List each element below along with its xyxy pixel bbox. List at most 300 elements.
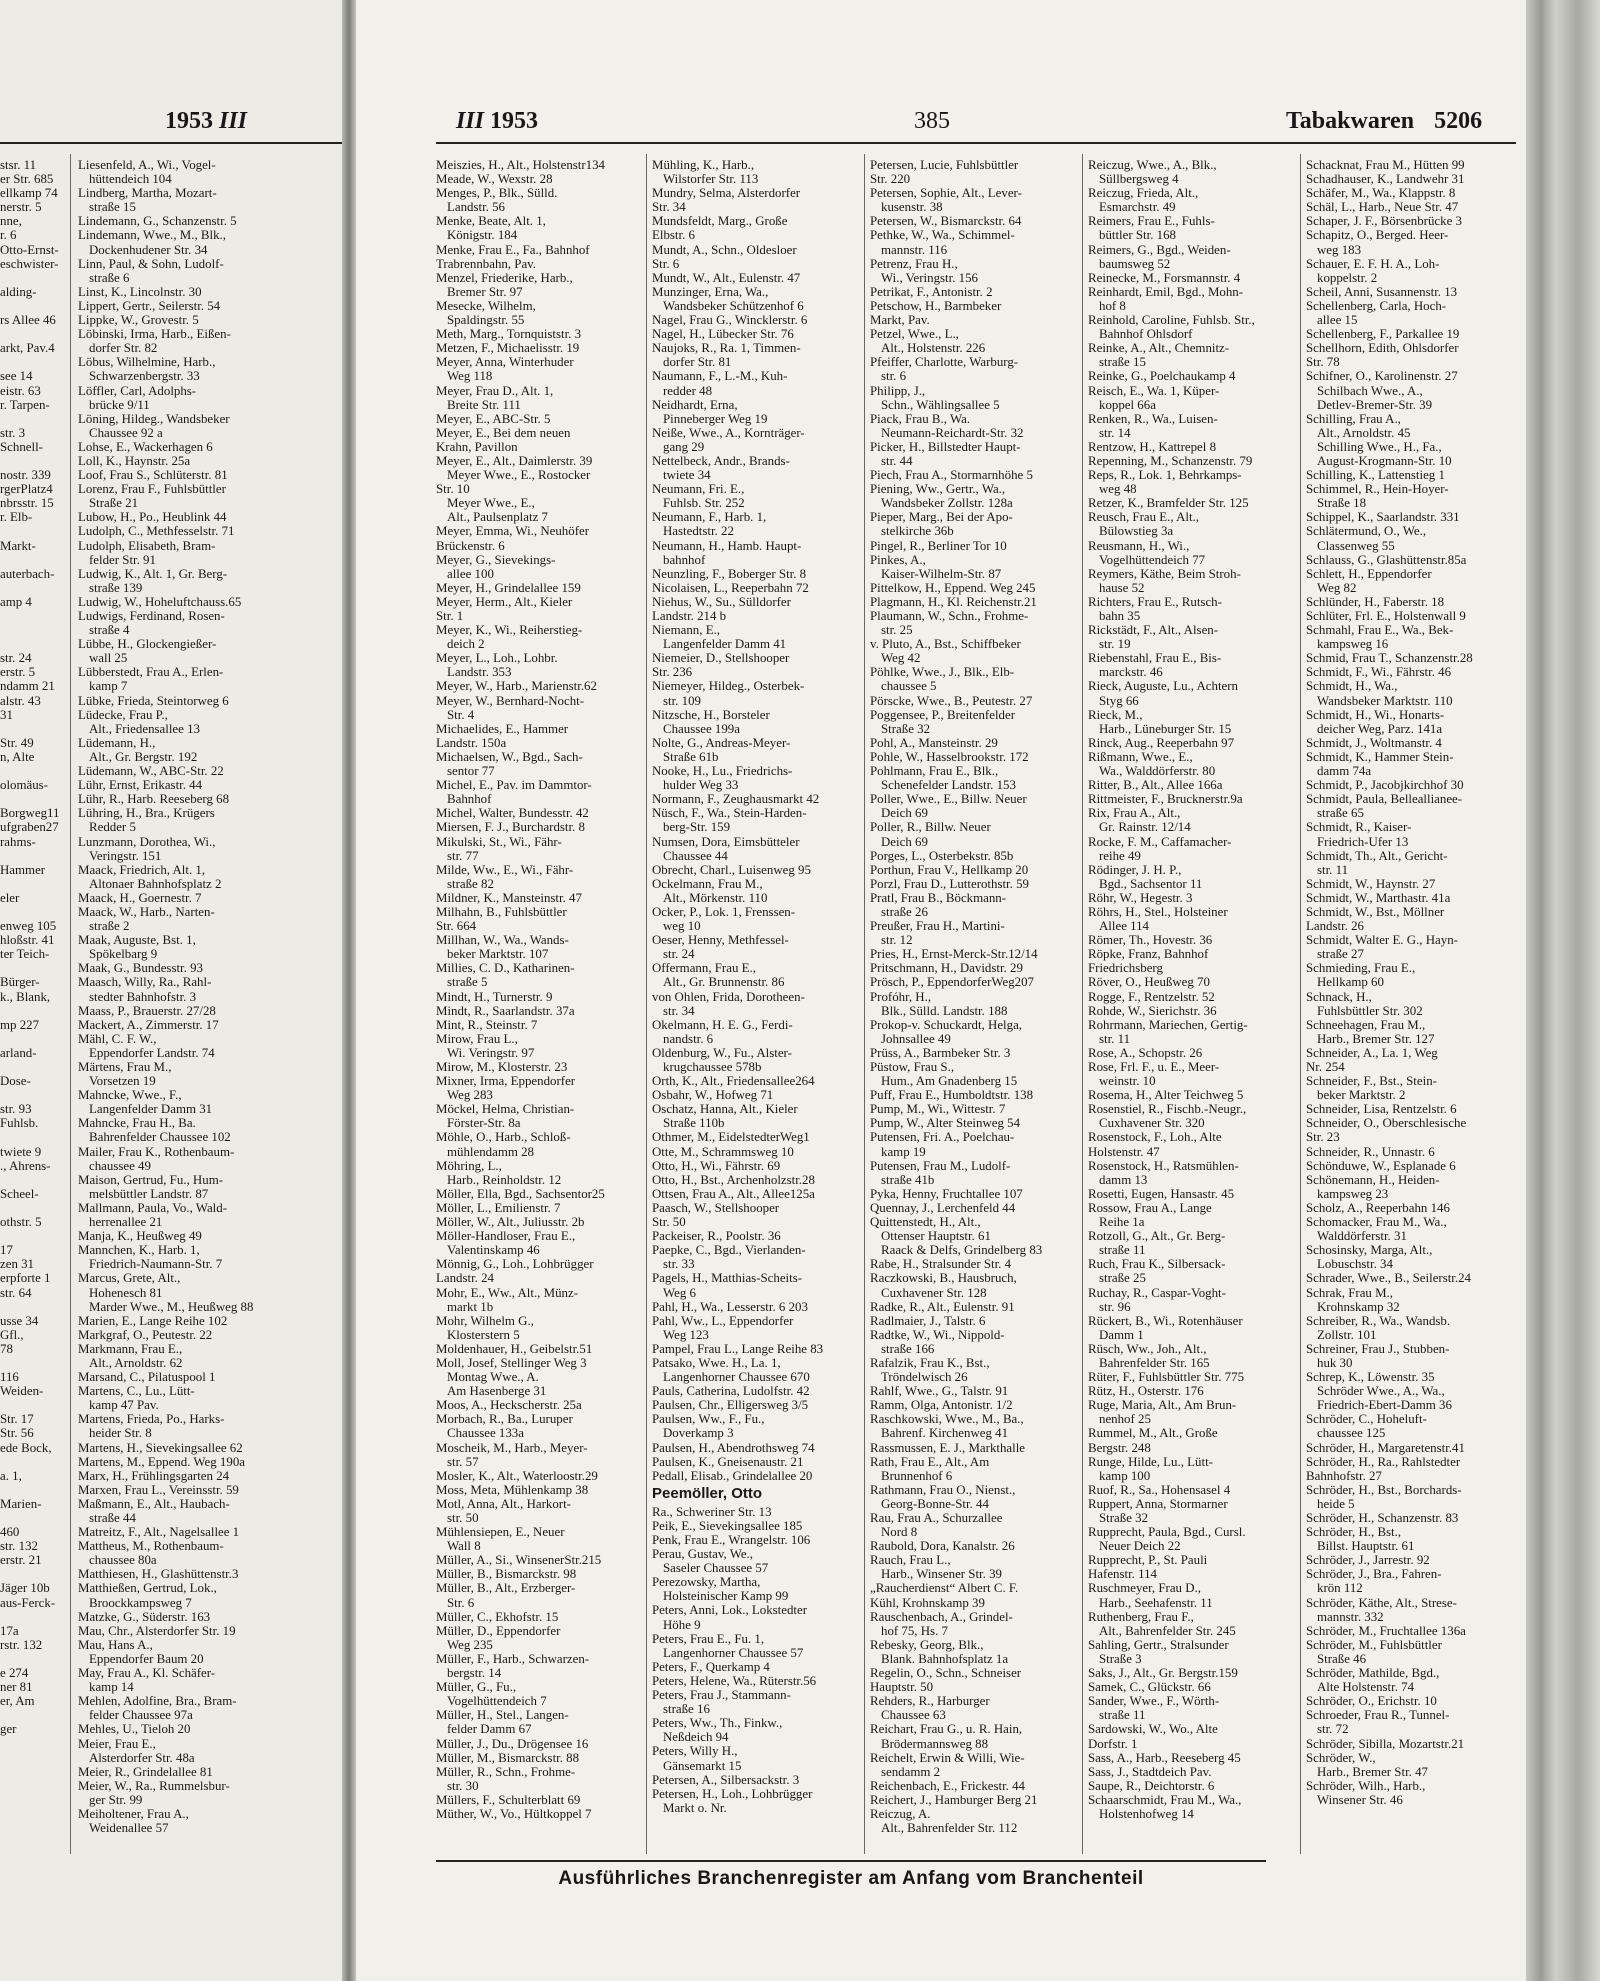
listing-line: Georg-Bonne-Str. 44 xyxy=(881,1496,989,1511)
listing-line: Str. 664 xyxy=(436,919,477,934)
listing-line: Rossow, Frau A., Lange xyxy=(1088,1200,1212,1215)
listing-line: Meyer, G., Sievekings- xyxy=(436,552,556,567)
listing-line: nandstr. 6 xyxy=(663,1031,714,1046)
listing-line: beker Marktstr. 107 xyxy=(447,947,549,962)
listing-line xyxy=(0,1652,66,1666)
listing-line xyxy=(0,1032,66,1046)
listing-line: Schlauss, G., Glashüttenstr.85a xyxy=(1306,552,1467,567)
listing-line: Mundry, Selma, Alsterdorfer xyxy=(652,186,801,201)
listing-line: Schroeder, Frau R., Tunnel- xyxy=(1306,1708,1450,1723)
listing-line: Pyka, Henny, Fruchtallee 107 xyxy=(870,1186,1023,1201)
listing-line: Reymers, Käthe, Beim Stroh- xyxy=(1088,566,1241,581)
listing-line: Bergstr. 248 xyxy=(1088,1440,1151,1455)
listing-line: straße 166 xyxy=(881,1341,935,1356)
listing-line: Ludolph, C., Methfesselstr. 71 xyxy=(78,524,235,539)
listing-line: Mindt, R., Saarlandstr. 37a xyxy=(436,1003,575,1018)
listing-line: straße 15 xyxy=(89,200,136,215)
listing-line: Rathmann, Frau O., Nienst., xyxy=(870,1482,1016,1497)
listing-line: Neuer Deich 22 xyxy=(1099,1539,1181,1554)
listing-line: arkt, Pav.4 xyxy=(0,341,55,356)
listing-line: str. 132 xyxy=(0,1539,38,1554)
listing-line: Str. 6 xyxy=(447,1595,475,1610)
listing-line: Schneehagen, Frau M., xyxy=(1306,1017,1426,1032)
section-title: Tabakwaren xyxy=(1286,108,1415,134)
listing-line: Hohenesch 81 xyxy=(89,1285,163,1300)
listing-line: Mundsfeldt, Marg., Große xyxy=(652,214,788,229)
listing-line: Deich 69 xyxy=(881,834,928,849)
listing-line: Matthiesen, H., Glashüttenstr.3 xyxy=(78,1567,239,1582)
listing-column-4 xyxy=(1088,158,1299,1821)
listing-line: Straße 32 xyxy=(1099,1511,1149,1525)
listing-line: Matreitz, F., Alt., Nagelsallee 1 xyxy=(78,1525,240,1540)
listing-line: mp 227 xyxy=(0,1017,40,1032)
listing-line xyxy=(0,1060,66,1074)
listing-line: Str. 4 xyxy=(447,707,475,722)
listing-line: Löning, Hildeg., Wandsbeker xyxy=(78,411,230,426)
listing-line: Metzen, F., Michaelisstr. 19 xyxy=(436,341,580,356)
listing-line: Müller, R., Schn., Frohme- xyxy=(436,1764,576,1779)
listing-line: Spökelbarg 9 xyxy=(89,947,158,962)
listing-line xyxy=(0,764,66,778)
listing-line: Meyer, H., Grindelallee 159 xyxy=(436,580,581,595)
listing-line: Rüsch, Ww., Joh., Alt., xyxy=(1088,1341,1207,1356)
listing-line: Peters, Anni, Lok., Lokstedter xyxy=(652,1603,808,1618)
page-number: 385 xyxy=(914,108,950,134)
listing-line: Schröder, Sibilla, Mozartstr.21 xyxy=(1306,1736,1465,1751)
listing-line: Alt., Bahrenfelder Str. 245 xyxy=(1099,1623,1236,1638)
listing-line: Röhrs, H., Stel., Holsteiner xyxy=(1088,904,1228,919)
listing-line: Reichert, J., Hamburger Berg 21 xyxy=(870,1792,1038,1807)
listing-line: Meyer, Anna, Winterhuder xyxy=(436,355,574,370)
listing-line: eschwister- xyxy=(0,256,59,271)
listing-line: Wa., Walddörferstr. 80 xyxy=(1099,764,1216,779)
listing-line: Weidenallee 57 xyxy=(89,1821,169,1836)
listing-line: Nitzsche, H., Borsteler xyxy=(652,707,770,722)
listing-line: Müller, B., Bismarckstr. 98 xyxy=(436,1567,577,1582)
listing-line: Schröder, J., Jarrestr. 92 xyxy=(1306,1553,1430,1568)
listing-line: Rauschenbach, A., Grindel- xyxy=(870,1609,1013,1624)
listing-line: Veringstr. 151 xyxy=(89,848,162,863)
listing-line: erpforte 1 xyxy=(0,1271,51,1286)
listing-line: erstr. 5 xyxy=(0,665,36,680)
listing-line: Paasch, W., Stellshooper xyxy=(652,1200,780,1215)
listing-line: Miersen, F. J., Burchardstr. 8 xyxy=(436,820,585,835)
listing-line: Harb., Reinholdstr. 12 xyxy=(447,1172,562,1187)
listing-line: Poller, R., Billw. Neuer xyxy=(870,820,991,835)
listing-line: Saseler Chaussee 57 xyxy=(663,1561,769,1576)
listing-line: Mähl, C. F. W., xyxy=(78,1031,157,1046)
listing-line: chaussee 49 xyxy=(89,1158,151,1173)
listing-line: Nooke, H., Lu., Friedrichs- xyxy=(652,764,793,779)
listing-line: Vogelhüttendeich 7 xyxy=(447,1694,547,1709)
listing-line: Mikulski, St., Wi., Fähr- xyxy=(436,834,562,849)
listing-line: str. 14 xyxy=(1099,425,1131,440)
listing-line: Billst. Hauptstr. 61 xyxy=(1317,1539,1415,1554)
listing-line: Hauptstr. 50 xyxy=(870,1680,934,1695)
listing-line: Müller, G., Fu., xyxy=(436,1680,517,1695)
listing-line: Moldenhauer, H., Geibelstr.51 xyxy=(436,1341,593,1356)
listing-line: Paulsen, K., Gneisenaustr. 21 xyxy=(652,1454,804,1469)
listing-line: Schapitz, O., Berged. Heer- xyxy=(1306,228,1449,243)
listing-line: Altonaer Bahnhofsplatz 2 xyxy=(89,876,222,891)
listing-line: Ludolph, Elisabeth, Bram- xyxy=(78,538,216,553)
listing-line: Mixner, Irma, Eppendorfer xyxy=(436,1074,576,1089)
listing-line: Kaiser-Wilhelm-Str. 87 xyxy=(881,566,1002,581)
listing-line: Sass, J., Stadtdeich Pav. xyxy=(1088,1764,1212,1779)
listing-line: Mirow, M., Klosterstr. 23 xyxy=(436,1060,568,1074)
listing-line: v. Pluto, A., Bst., Schiffbeker xyxy=(870,637,1021,652)
listing-line: Schröder Wwe., A., Wa., xyxy=(1317,1384,1445,1399)
listing-line: Markgraf, O., Peutestr. 22 xyxy=(78,1327,213,1342)
listing-line: Piening, Ww., Gertr., Wa., xyxy=(870,482,1006,497)
listing-line: Ramm, Olga, Antonistr. 1/2 xyxy=(870,1398,1013,1413)
listing-line: Moscheik, M., Harb., Meyer- xyxy=(436,1440,588,1455)
listing-line: Plagmann, H., Kl. Reichenstr.21 xyxy=(870,594,1037,609)
listing-line: Oschatz, Hanna, Alt., Kieler xyxy=(652,1102,798,1117)
left-fragment-column xyxy=(0,158,66,1737)
listing-line: Hammer xyxy=(0,862,46,877)
listing-line: Schneider, Lisa, Rentzelstr. 6 xyxy=(1306,1102,1457,1117)
listing-line: Römer, Th., Hovestr. 36 xyxy=(1088,933,1213,948)
listing-line: rstr. 132 xyxy=(0,1637,43,1652)
listing-line: ger Str. 99 xyxy=(89,1792,143,1807)
listing-line: heide 5 xyxy=(1317,1496,1355,1511)
listing-line: Lühr, Ernst, Erikastr. 44 xyxy=(78,778,203,793)
listing-line: Riebenstahl, Frau E., Bis- xyxy=(1088,651,1222,666)
listing-line: Schröder, M., Fuhlsbüttler xyxy=(1306,1637,1442,1652)
listing-line: Pries, H., Ernst-Merck-Str.12/14 xyxy=(870,947,1038,962)
listing-line: Sahling, Gertr., Stralsunder xyxy=(1088,1637,1229,1652)
listing-line: Menges, P., Blk., Sülld. xyxy=(436,186,558,201)
listing-line: krugchaussee 578b xyxy=(663,1060,762,1074)
listing-line: str. 24 xyxy=(0,651,32,666)
listing-column-2 xyxy=(652,158,863,1815)
listing-line: Classenweg 55 xyxy=(1317,538,1395,553)
listing-line: Schacknat, Frau M., Hütten 99 xyxy=(1306,158,1465,172)
listing-line: Ottenser Hauptstr. 61 xyxy=(881,1229,991,1244)
listing-line: Lunzmann, Dorothea, Wi., xyxy=(78,834,216,849)
listing-line: Weg 82 xyxy=(1317,580,1357,595)
listing-line: Alt., Arnoldstr. 62 xyxy=(89,1355,183,1370)
listing-line: Alt., Arnoldstr. 45 xyxy=(1317,425,1411,440)
listing-line: baumsweg 52 xyxy=(1099,256,1171,271)
listing-line: Millhan, W., Wa., Wands- xyxy=(436,933,569,948)
listing-line: str. 72 xyxy=(1317,1722,1349,1737)
listing-line: Straße 61b xyxy=(663,749,719,764)
listing-line: felder Str. 91 xyxy=(89,552,156,567)
listing-line: Mahncke, Frau H., Ba. xyxy=(78,1116,196,1131)
listing-line: herrenallee 21 xyxy=(89,1215,163,1230)
listing-line: straße 139 xyxy=(89,580,143,595)
listing-line: Weg 283 xyxy=(447,1088,493,1103)
listing-line xyxy=(0,1130,66,1144)
listing-line: Str. 1 xyxy=(436,609,464,623)
section-code: 5206 xyxy=(1434,108,1483,134)
listing-line: Schilbach Wwe., A., xyxy=(1317,383,1423,398)
listing-line: Rose, Frl. F., u. E., Meer- xyxy=(1088,1060,1220,1074)
listing-line: Lühring, H., Bra., Krügers xyxy=(78,806,215,821)
listing-line: Landstr. 353 xyxy=(447,665,512,680)
listing-line: kamp 7 xyxy=(89,679,128,694)
listing-line: Mahncke, Wwe., F., xyxy=(78,1088,182,1103)
listing-line: Str. 10 xyxy=(436,482,470,497)
listing-line: Schröder, W., xyxy=(1306,1750,1376,1765)
listing-line: Martens, H., Sievekingsallee 62 xyxy=(78,1440,243,1455)
listing-line: Lippke, W., Grovestr. 5 xyxy=(78,313,199,328)
listing-line: Rosenstock, F., Loh., Alte xyxy=(1088,1130,1222,1145)
listing-line: Petrenz, Frau H., xyxy=(870,256,958,271)
listing-line: Petzel, Wwe., L., xyxy=(870,327,959,342)
listing-line: Klosterstern 5 xyxy=(447,1327,520,1342)
listing-line: redder 48 xyxy=(663,383,713,398)
listing-line: Lorenz, Frau F., Fuhlsbüttler xyxy=(78,482,226,497)
listing-line: Moll, Josef, Stellinger Weg 3 xyxy=(436,1355,587,1370)
listing-line: Lindberg, Martha, Mozart- xyxy=(78,186,217,201)
listing-line: Bahnhof Ohlsdorf xyxy=(1099,327,1193,342)
listing-line: Mohr, Wilhelm G., xyxy=(436,1313,534,1328)
listing-line xyxy=(0,1004,66,1018)
listing-line: Pagels, H., Matthias-Scheits- xyxy=(652,1271,803,1286)
listing-line: Schmid, Frau T., Schanzenstr.28 xyxy=(1306,651,1473,666)
listing-line: Müllers, F., Schulterblatt 69 xyxy=(436,1792,581,1807)
listing-line: Schmidt, Paula, Belleallianee- xyxy=(1306,792,1463,807)
listing-line: Str. 50 xyxy=(652,1215,686,1230)
listing-line: Pinkes, A., xyxy=(870,552,926,567)
listing-line: Reichart, Frau G., u. R. Hain, xyxy=(870,1722,1023,1737)
listing-line: Holstenhofweg 14 xyxy=(1099,1806,1194,1821)
listing-line: Schilling Wwe., H., Fa., xyxy=(1317,439,1442,454)
listing-line: Mehlen, Adolfine, Bra., Bram- xyxy=(78,1694,237,1709)
listing-line: Renken, R., Wa., Luisen- xyxy=(1088,411,1218,426)
listing-line: Nagel, Frau G., Wincklerstr. 6 xyxy=(652,313,808,328)
listing-line: Rotzoll, G., Alt., Gr. Berg- xyxy=(1088,1229,1226,1244)
listing-line: Nagel, H., Lübecker Str. 76 xyxy=(652,327,794,342)
listing-line: Schmidt, Walter E. G., Hayn- xyxy=(1306,933,1458,948)
listing-line: Schilling, Frau A., xyxy=(1306,411,1401,426)
listing-line: bahn 35 xyxy=(1099,609,1141,623)
listing-line: Förster-Str. 8a xyxy=(447,1116,521,1131)
listing-line: Sander, Wwe., F., Wörth- xyxy=(1088,1694,1220,1709)
listing-line: heider Str. 8 xyxy=(89,1426,152,1441)
listing-line: Mildner, K., Mansteinstr. 47 xyxy=(436,890,582,905)
listing-line: Str. 56 xyxy=(0,1426,34,1441)
listing-line: Neumann, Fri. E., xyxy=(652,482,745,497)
listing-line: Landstr. 24 xyxy=(436,1271,495,1286)
listing-line: Löffler, Carl, Adolphs- xyxy=(78,383,197,398)
listing-line: Müller, B., Alt., Erzberger- xyxy=(436,1581,576,1596)
listing-line: Brückenstr. 6 xyxy=(436,538,505,553)
listing-line: Peters, Ww., Th., Finkw., xyxy=(652,1716,783,1731)
listing-line: Möller-Handloser, Frau E., xyxy=(436,1229,576,1244)
listing-line: Naumann, F., L.-M., Kuh- xyxy=(652,369,788,384)
listing-line: Höhe 9 xyxy=(663,1617,701,1632)
listing-line: Mallmann, Paula, Vo., Wald- xyxy=(78,1200,227,1215)
listing-line xyxy=(0,877,66,891)
listing-line: Rauch, Frau L., xyxy=(870,1553,951,1568)
listing-line: chaussee 125 xyxy=(1317,1426,1386,1441)
listing-line: Langenfelder Damm 41 xyxy=(663,637,787,652)
listing-line: Martens, C., Lu., Lütt- xyxy=(78,1384,195,1399)
listing-line: Radke, R., Alt., Eulenstr. 91 xyxy=(870,1299,1015,1314)
listing-line: Mirow, Frau L., xyxy=(436,1031,518,1046)
listing-line: Schaarschmidt, Frau M., Wa., xyxy=(1088,1792,1242,1807)
listing-line: Schröder, Wilh., Harb., xyxy=(1306,1778,1426,1793)
listing-line: Brunnenhof 6 xyxy=(881,1468,953,1483)
listing-line: straße 82 xyxy=(447,876,494,891)
listing-line: Meyer, L., Loh., Lohbr. xyxy=(436,651,558,666)
listing-line: Friedrich-Ebert-Damm 36 xyxy=(1317,1398,1452,1413)
listing-line: marckstr. 46 xyxy=(1099,665,1163,680)
listing-line: r. Tarpen- xyxy=(0,397,50,412)
listing-line: Reinhold, Caroline, Fuhlsb. Str., xyxy=(1088,313,1255,328)
listing-line: see 14 xyxy=(0,369,33,384)
listing-line: Schröder, H., Schanzenstr. 83 xyxy=(1306,1511,1459,1525)
listing-line: melsbüttler Landstr. 87 xyxy=(89,1186,209,1201)
listing-line: Rosenstock, H., Ratsmühlen- xyxy=(1088,1158,1239,1173)
listing-line xyxy=(0,609,66,623)
listing-line: Pahl, Ww., L., Eppendorfer xyxy=(652,1313,794,1328)
listing-line: olomäus- xyxy=(0,778,48,793)
listing-line: Osbahr, W., Hofweg 71 xyxy=(652,1088,774,1103)
listing-line: Montag Wwe., A. xyxy=(447,1370,539,1385)
listing-line: Rix, Frau A., Alt., xyxy=(1088,806,1181,821)
listing-line: Neumann-Reichardt-Str. 32 xyxy=(881,425,1024,440)
listing-line: Harb., Lüneburger Str. 15 xyxy=(1099,721,1232,736)
listing-line: Nüsch, F., Wa., Stein-Harden- xyxy=(652,806,807,821)
listing-line: Ocker, P., Lok. 1, Frenssen- xyxy=(652,904,796,919)
right-header-left xyxy=(456,108,538,135)
listing-line: Weg 42 xyxy=(881,651,921,666)
listing-line: Süllbergsweg 4 xyxy=(1099,172,1179,187)
listing-line: Pump, M., Wi., Wittestr. 7 xyxy=(870,1102,1006,1117)
listing-line: Harb., Bremer Str. 127 xyxy=(1317,1031,1435,1046)
listing-line: Schenefelder Landstr. 153 xyxy=(881,778,1016,793)
listing-line: zen 31 xyxy=(0,1257,35,1272)
listing-line: Plaumann, W., Schn., Frohme- xyxy=(870,609,1029,623)
listing-line: Milde, Ww., E., Wi., Fähr- xyxy=(436,862,574,877)
listing-line: Bahrenfelder Str. 165 xyxy=(1099,1355,1210,1370)
listing-line: str. 34 xyxy=(663,1003,695,1018)
listing-line: Schwarzenbergstr. 33 xyxy=(89,369,200,384)
listing-line: Oeser, Henny, Methfessel- xyxy=(652,933,789,948)
listing-line: Piech, Frau A., Stormarnhöhe 5 xyxy=(870,468,1033,483)
listing-line: Püstow, Frau S., xyxy=(870,1060,955,1074)
right-header-roman: III xyxy=(456,108,485,134)
listing-line: Maßmann, E., Alt., Haubach- xyxy=(78,1496,230,1511)
listing-line: kampsweg 23 xyxy=(1317,1186,1389,1201)
listing-line: koppelstr. 2 xyxy=(1317,270,1378,285)
listing-line: Röhr, W., Hegestr. 3 xyxy=(1088,890,1193,905)
listing-line: Dose- xyxy=(0,1074,31,1089)
listing-line: Müller, H., Stel., Langen- xyxy=(436,1708,569,1723)
listing-line: Müller, F., Harb., Schwarzen- xyxy=(436,1651,590,1666)
listing-line: Nr. 254 xyxy=(1306,1060,1345,1074)
listing-line: Hastedtstr. 22 xyxy=(663,524,734,539)
listing-line xyxy=(0,849,66,863)
listing-line: Martens, Frieda, Po., Harks- xyxy=(78,1412,225,1427)
listing-line: Quennay, J., Lerchenfeld 44 xyxy=(870,1200,1016,1215)
listing-line: Friedrichsberg xyxy=(1088,961,1163,976)
listing-line: Neidhardt, Erna, xyxy=(652,397,738,412)
listing-line: Sardowski, W., Wo., Alte xyxy=(1088,1722,1218,1737)
listing-line: Mundt, W., Alt., Eulenstr. 47 xyxy=(652,270,801,285)
listing-line: Schmidt, Th., Alt., Gericht- xyxy=(1306,848,1448,863)
listing-line: Marien, E., Lange Reihe 102 xyxy=(78,1313,228,1328)
listing-line: kampsweg 16 xyxy=(1317,637,1389,652)
listing-line: Schrak, Frau M., xyxy=(1306,1285,1393,1300)
listing-line: Penk, Frau E., Wrangelstr. 106 xyxy=(652,1533,811,1547)
listing-line: Niemeyer, Hildeg., Osterbek- xyxy=(652,679,805,694)
listing-line: wall 25 xyxy=(89,651,128,666)
listing-line xyxy=(0,792,66,806)
listing-column-3 xyxy=(870,158,1081,1835)
listing-line: Schn., Wählingsallee 5 xyxy=(881,397,1000,412)
listing-line: Schlett, H., Eppendorfer xyxy=(1306,566,1432,581)
listing-line: Normann, F., Zeughausmarkt 42 xyxy=(652,792,820,807)
listing-line: Mesecke, Wilhelm, xyxy=(436,298,536,313)
listing-line: str. 12 xyxy=(881,933,913,948)
listing-line: Schmidt, H., Wa., xyxy=(1306,679,1398,694)
listing-line: Menke, Frau E., Fa., Bahnhof xyxy=(436,242,590,257)
listing-line: Röpke, Franz, Bahnhof xyxy=(1088,947,1209,962)
listing-line: Raschkowski, Wwe., M., Ba., xyxy=(870,1412,1024,1427)
listing-line: Landstr. 56 xyxy=(447,200,506,215)
listing-line: weg 10 xyxy=(663,919,701,934)
listing-line: Wilstorfer Str. 113 xyxy=(663,172,759,187)
listing-line xyxy=(0,327,66,341)
listing-line: Profóhr, H., xyxy=(870,989,932,1004)
listing-line: Schadhauser, K., Landwehr 31 xyxy=(1306,172,1465,187)
listing-line: Schlünder, H., Faberstr. 18 xyxy=(1306,594,1445,609)
listing-line: straße 4 xyxy=(89,623,130,638)
listing-line: Linn, Paul, & Sohn, Ludolf- xyxy=(78,256,224,271)
listing-line: Schomacker, Frau M., Wa., xyxy=(1306,1215,1447,1230)
listing-line: Raack & Delfs, Grindelberg 83 xyxy=(881,1243,1043,1258)
listing-line: straße 27 xyxy=(1317,947,1364,962)
listing-line: Schellenberg, F., Parkallee 19 xyxy=(1306,327,1460,342)
listing-line: Pauls, Catherina, Ludolfstr. 42 xyxy=(652,1384,810,1399)
listing-line: Peters, Willy H., xyxy=(652,1744,738,1759)
listing-line: Porthun, Frau V., Hellkamp 20 xyxy=(870,862,1029,877)
listing-line: Moos, A., Heckscherstr. 25a xyxy=(436,1398,582,1413)
listing-line: str. 77 xyxy=(447,848,479,863)
listing-line: Morbach, R., Ba., Luruper xyxy=(436,1412,573,1427)
listing-line: Röver, O., Heußweg 70 xyxy=(1088,975,1210,990)
listing-line: Gfl., xyxy=(0,1327,24,1342)
listing-line: Doverkamp 3 xyxy=(663,1426,734,1441)
listing-line: koppel 66a xyxy=(1099,397,1156,412)
listing-line: Lindemann, G., Schanzenstr. 5 xyxy=(78,214,237,229)
listing-line: Pörscke, Wwe., B., Peutestr. 27 xyxy=(870,693,1033,708)
listing-line: Mackert, A., Zimmerstr. 17 xyxy=(78,1017,219,1032)
listing-line: Linst, K., Lincolnstr. 30 xyxy=(78,284,202,299)
listing-line: Schmidt, W., Bst., Möllner xyxy=(1306,904,1445,919)
listing-line: Preußer, Frau H., Martini- xyxy=(870,919,1005,934)
listing-line: mühlendamm 28 xyxy=(447,1144,534,1159)
listing-line: stelkirche 36b xyxy=(881,524,954,539)
listing-line: Ritter, B., Alt., Allee 166a xyxy=(1088,778,1223,793)
listing-line: Alte Holstenstr. 74 xyxy=(1317,1680,1415,1695)
listing-line: Bahrenf. Kirchenweg 41 xyxy=(881,1426,1009,1441)
listing-line: str. 25 xyxy=(881,623,913,638)
listing-line: ., Ahrens- xyxy=(0,1158,51,1173)
listing-line: sendamm 2 xyxy=(881,1764,941,1779)
listing-line xyxy=(0,623,66,637)
listing-line: kamp 100 xyxy=(1099,1468,1151,1483)
listing-line: deicher Weg, Parz. 141a xyxy=(1317,721,1443,736)
listing-line: Chaussee 133a xyxy=(447,1426,524,1441)
page-edge xyxy=(1526,0,1600,1981)
